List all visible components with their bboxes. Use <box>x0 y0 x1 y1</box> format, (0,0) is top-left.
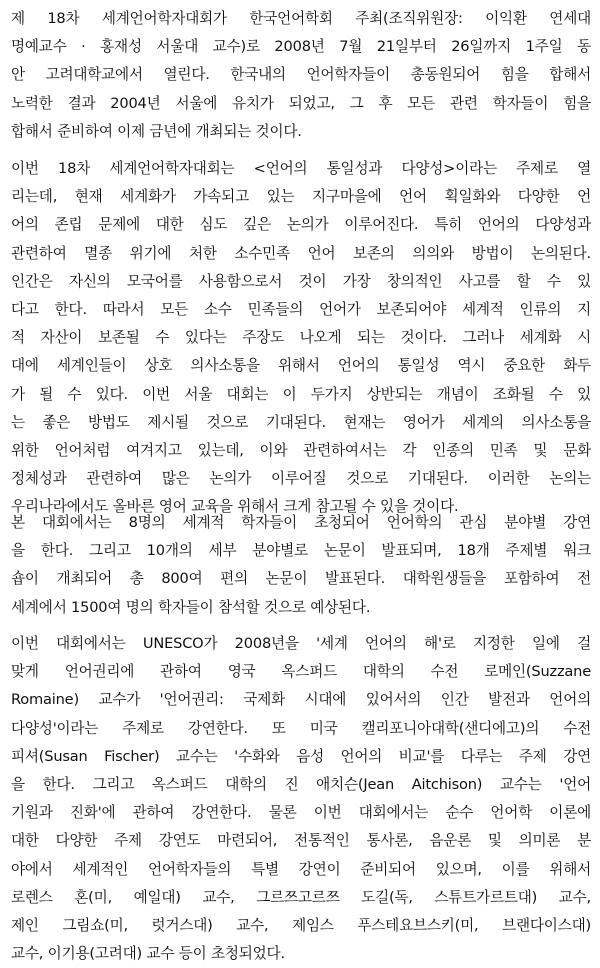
text-line: 위한 언어처럼 여겨지고 있는데, 이와 관련하여서는 각 인종의 민족 및 문화 <box>11 441 591 459</box>
paragraph-congress-announcement <box>11 5 591 146</box>
text-line: 다양성'이라는 주제로 강연한다. 또 미국 캘리포니아대학(샌디에고)의 수전 <box>11 719 591 737</box>
text-line: 정체성과 관련하여 많은 논의가 이루어질 것으로 기대된다. 이러한 논의는 <box>11 470 591 488</box>
text-line: 본 대회에서는 8명의 세계적 학자들이 초청되어 언어학의 관심 분야별 강연 <box>11 514 591 531</box>
text-line: 우리나라에서도 올바른 영어 교육을 위해서 크게 참고될 수 있을 것이다. <box>11 498 459 516</box>
text-line: 세계에서 1500여 명의 학자들이 참석할 것으로 예상된다. <box>11 598 371 616</box>
text-line: 을 한다. 그리고 10개의 세부 분야별로 논문이 발표되며, 18개 주제별 워크 <box>11 542 591 560</box>
text-line: 대한 다양한 주제 강연도 마련되어, 전통적인 통사론, 음운론 및 의미론 분 <box>11 832 591 850</box>
text-line: 다고 한다. 따라서 모든 소수 민족들의 언어가 보존되어야 세계적 인류의 지 <box>11 300 591 318</box>
text-line: 숍이 개최되어 총 800여 편의 논문이 발표된다. 대학원생들을 포함하여 전 <box>11 570 591 588</box>
text-line: 노력한 결과 2004년 서울에 유치가 되었고, 그 후 모든 관련 학자들이 힘을 <box>11 94 591 112</box>
text-line: 어의 존립 문제에 대한 심도 깊은 논의가 이루어진다. 특히 언어의 다양성과 <box>11 216 591 234</box>
paragraph-program <box>11 509 591 622</box>
text-line: 제인 그림쇼(미, 럿거스대) 교수, 제임스 푸스테요브스키(미, 브랜다이스대) <box>11 916 591 934</box>
text-line: 기원과 진화'에 관하여 강연한다. 물론 이번 대회에서는 순수 언어학 이론에 <box>11 804 591 822</box>
text-line: 합해서 준비하여 이제 금년에 개최되는 것이다. <box>11 122 302 140</box>
text-line: 제 18차 세계언어학자대회가 한국언어학회 주최(조직위원장: 이익환 연세대 <box>11 10 591 27</box>
text-line: 안 고려대학교에서 열린다. 한국내의 언어학자들이 총동원되어 힘을 합해서 <box>11 66 591 84</box>
text-line: 리는데, 현재 세계화가 가속되고 있는 지구마을에 언어 획일화와 다양한 언 <box>11 188 591 206</box>
text-line: 로렌스 혼(미, 예일대) 교수, 그르쯔고르쯔 도길(독, 스튜트가르트대) 교수, <box>11 888 591 906</box>
text-line: 피셔(Susan Fischer) 교수는 '수화와 음성 언어의 비교'를 다루는 주제 강연 <box>11 747 591 765</box>
text-line: 맞게 언어권리에 관하여 영국 옥스퍼드 대학의 수전 로메인(Suzzane <box>11 663 591 681</box>
text-line: 교수, 이기용(고려대) 교수 등이 초청되었다. <box>11 945 285 963</box>
paragraph-theme <box>11 155 591 521</box>
text-line: 이번 18차 세계언어학자대회는 <언어의 통일성과 다양성>이라는 주제로 열 <box>11 160 591 177</box>
text-line: 는 좋은 방법도 제시될 것으로 기대된다. 현재는 영어가 세계의 의사소통을 <box>11 413 591 431</box>
text-line: 적 자산이 보존될 수 있다는 주장도 나오게 되는 것이다. 그러나 세계화 시 <box>11 329 591 347</box>
text-line: 을 한다. 그리고 옥스퍼드 대학의 진 애치슨(Jean Aitchison) 교수는 '언어 <box>11 775 591 793</box>
paragraph-keynote-speakers <box>11 630 591 968</box>
text-line: 관련하여 멸종 위기에 처한 소수민족 언어 보존의 의의와 방법이 논의된다. <box>11 244 591 262</box>
text-line: 야에서 세계적인 언어학자들의 특별 강연이 준비되어 있으며, 이를 위해서 <box>11 860 591 878</box>
text-line: 이번 대회에서는 UNESCO가 2008년을 '세계 언어의 해'로 지정한 일에 걸 <box>11 635 591 652</box>
text-line: 인간은 자신의 모국어를 사용함으로서 것이 가장 창의적인 사고를 할 수 있 <box>11 272 591 290</box>
text-line: 명예교수 · 홍재성 서울대 교수)로 2008년 7월 21일부터 26일까지 1주일 동 <box>11 38 591 56</box>
text-line: 가 될 수 있다. 이번 서울 대회는 이 두가지 상반되는 개념이 조화될 수 있 <box>11 385 591 403</box>
text-line: 대에 세계인들이 상호 의사소통을 위해서 언어의 통일성 역시 중요한 화두 <box>11 357 591 375</box>
text-line: Romaine) 교수가 '언어권리: 국제화 시대에 있어서의 인간 발전과 언어의 <box>11 691 591 709</box>
